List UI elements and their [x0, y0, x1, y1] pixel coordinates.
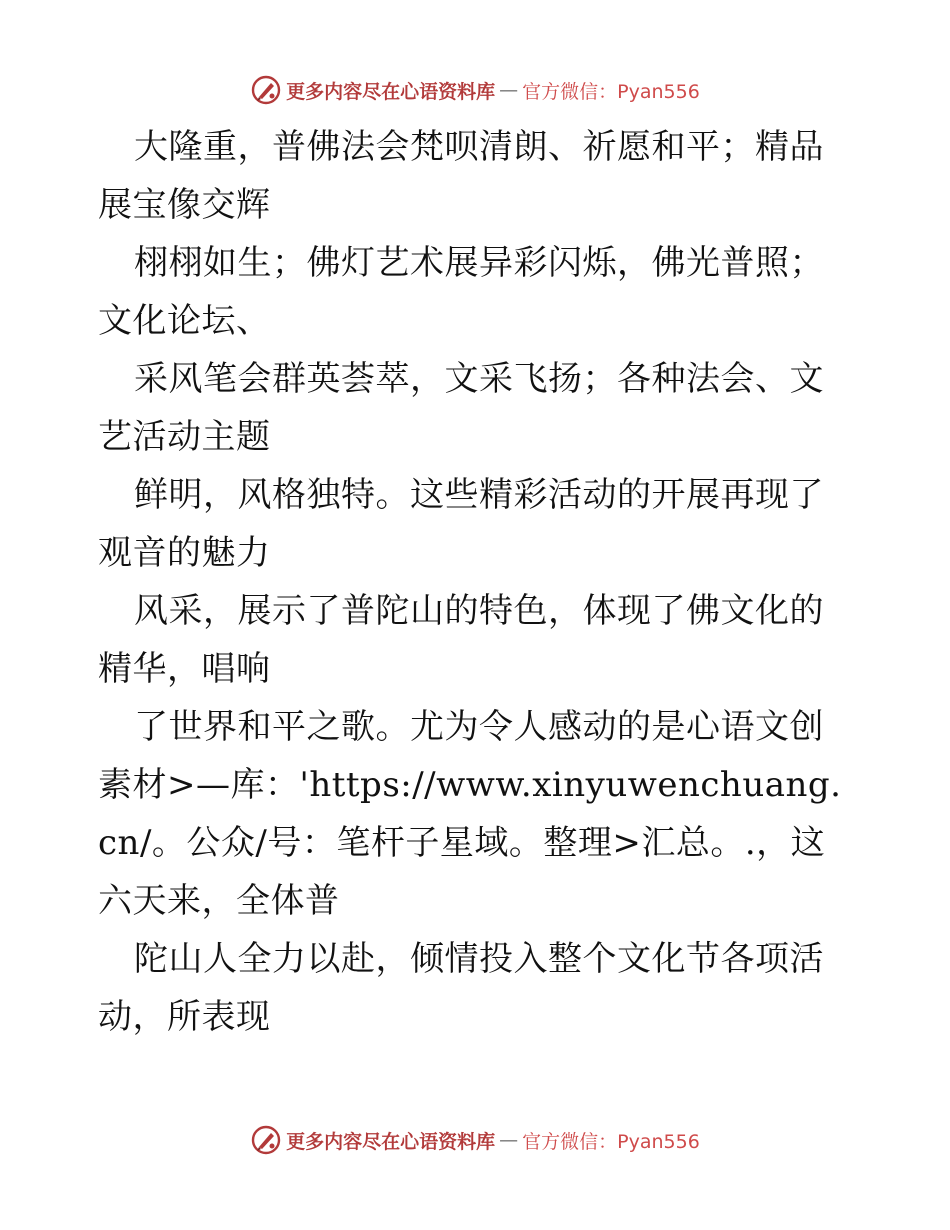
paragraph: 鲜明，风格独特。这些精彩活动的开展再现了观音的魅力	[98, 475, 824, 573]
footer-site-text: 更多内容尽在心语资料库	[286, 1130, 496, 1153]
header-banner[interactable]	[0, 70, 950, 110]
paragraph: 了世界和平之歌。尤为令人感动的是心语文创素材>—库：'https://www.xinyuwenchuang.cn/。公众/号：笔杆子星域。整理>汇总。.，这六天来，全体普	[98, 707, 842, 921]
body-text	[98, 118, 858, 1046]
footer-separator: —	[499, 1129, 519, 1151]
header-separator: —	[499, 79, 519, 101]
paragraph: 陀山人全力以赴，倾情投入整个文化节各项活动，所表现	[98, 939, 824, 1037]
header-site-text: 更多内容尽在心语资料库	[286, 80, 496, 103]
paragraph: 栩栩如生；佛灯艺术展异彩闪烁，佛光普照；文化论坛、	[98, 243, 824, 341]
quill-pen-logo-icon	[250, 74, 282, 106]
header-wechat-text: 官方微信：Pyan556	[522, 80, 700, 103]
quill-pen-logo-icon	[250, 1124, 282, 1156]
paragraph: 风采，展示了普陀山的特色，体现了佛文化的精华，唱响	[98, 591, 824, 689]
footer-banner[interactable]	[0, 1120, 950, 1160]
paragraph: 大隆重，普佛法会梵呗清朗、祈愿和平；精品展宝像交辉	[98, 127, 824, 225]
footer-wechat-text: 官方微信：Pyan556	[522, 1130, 700, 1153]
paragraph: 采风笔会群英荟萃，文采飞扬；各种法会、文艺活动主题	[98, 359, 824, 457]
